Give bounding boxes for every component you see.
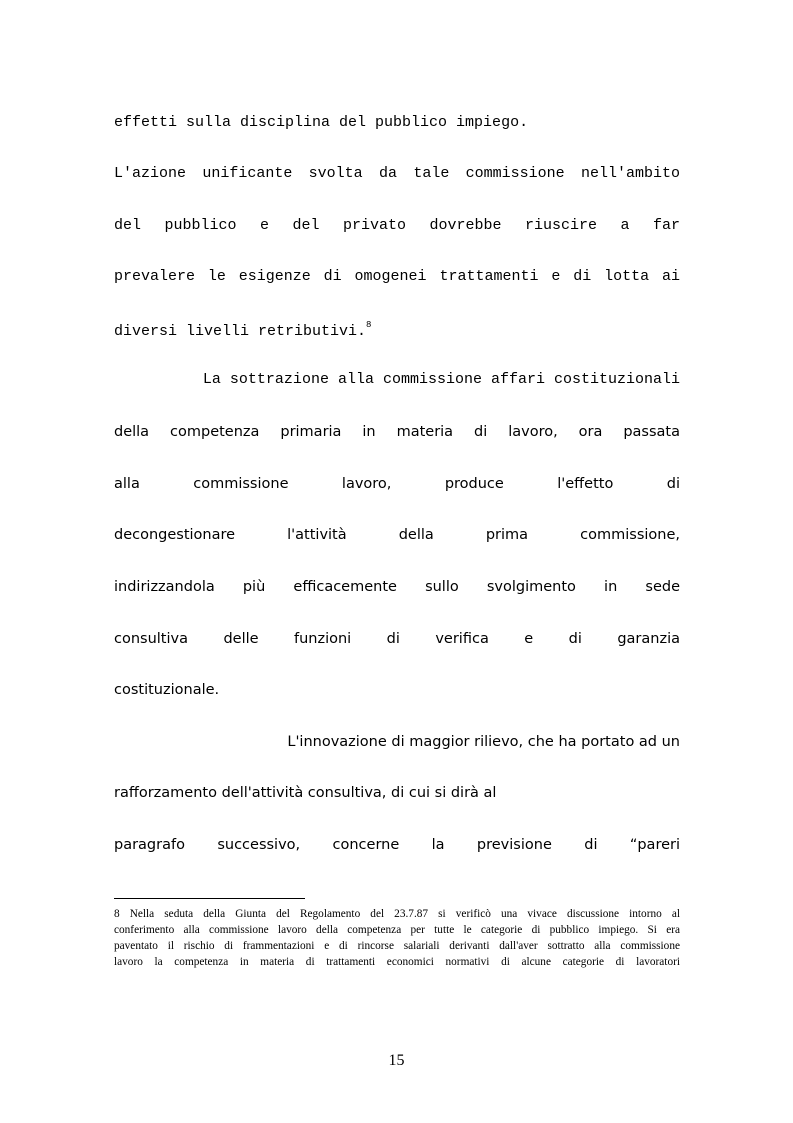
body-line-3: del pubblico e del privato dovrebbe riuscire a far (114, 217, 680, 234)
body-line-7: della competenza primaria in materia di lavoro, ora passata (114, 424, 680, 440)
body-line-4: prevalere le esigenze di omogenei trattamenti e di lotta ai (114, 268, 680, 285)
body-line-13: L'innovazione di maggior rilievo, che ha portato ad un (287, 734, 680, 750)
footnote-line-4: lavoro la competenza in materia di trattamenti economici normativi di alcune categorie di lavoratori (114, 956, 680, 968)
body-line-2: L'azione unificante svolta da tale commissione nell'ambito (114, 165, 680, 182)
body-line-12: costituzionale. (114, 682, 220, 698)
body-line-5-text: diversi livelli retributivi. (114, 323, 367, 340)
body-line-8: alla commissione lavoro, produce l'effetto di (114, 476, 680, 492)
body-line-15: paragrafo successivo, concerne la previsione di “pareri (114, 837, 680, 853)
body-line-10: indirizzandola più efficacemente sullo svolgimento in sede (114, 579, 680, 595)
footnote-line-1: 8 Nella seduta della Giunta del Regolamento del 23.7.87 si verificò una vivace discussione intorno al (114, 908, 680, 920)
body-line-11: consultiva delle funzioni di verifica e di garanzia (114, 631, 680, 647)
footnote-reference: 8 (366, 320, 372, 330)
body-line-14: rafforzamento dell'attività consultiva, di cui si dirà al (114, 785, 497, 801)
body-line-9: decongestionare l'attività della prima commissione, (114, 527, 680, 543)
footnote-line-2: conferimento alla commissione lavoro della competenza per tutte le categorie di pubblico impiego. Si era (114, 924, 680, 936)
body-line-6: La sottrazione alla commissione affari costituzionali (202, 371, 680, 388)
body-line-1: effetti sulla disciplina del pubblico impiego. (114, 114, 529, 131)
footnote-separator (114, 898, 305, 899)
body-line-5 (114, 317, 680, 342)
page-number: 15 (388, 1052, 405, 1069)
footnote-line-3: paventato il rischio di frammentazioni e di rincorse salariali derivanti dall'aver sottratto alla commissione (114, 940, 680, 952)
